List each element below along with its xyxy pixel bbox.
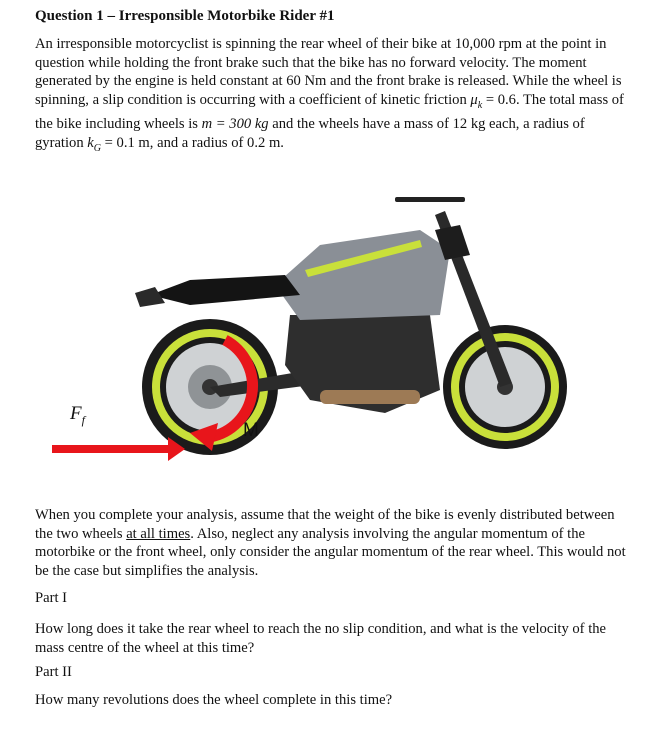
part-1-question: How long does it take the rear wheel to reach the no slip condition, and what is the velocity of the mass centre of the wheel at this time? (35, 621, 607, 656)
gyration-symbol: k (87, 134, 94, 151)
tail-section (135, 287, 165, 307)
part-2-question: How many revolutions does the wheel complete in this time? (35, 692, 393, 708)
friction-force-label (70, 403, 85, 428)
moment-label: M (243, 420, 259, 441)
handlebar (395, 197, 465, 202)
exhaust-pipe (320, 390, 420, 404)
front-wheel (443, 325, 567, 449)
friction-arrow-shaft (52, 445, 170, 453)
statement-part-3: and a radius of 0.2 m. (153, 134, 284, 151)
ff-main: F (70, 403, 82, 424)
fuel-tank (275, 230, 450, 320)
question-title: Question 1 – Irresponsible Motorbike Rider #1 (35, 8, 335, 24)
gyration-subscript: G (93, 142, 102, 154)
gyration-value: = 0.1 m, (101, 134, 154, 151)
mass-expression: m = 300 kg (201, 116, 269, 133)
statement-part-1: An irresponsible motorcyclist is spinning the rear wheel of their bike at 10,000 rpm at the point in question while holding the front brake such that the bike has no forward velocity. The moment generated by the engine is held constant at 60 Nm and the front brake is released. While the wheel is spinning, a slip condition is occurring with a coefficient of kinetic friction (35, 36, 622, 108)
seat (150, 275, 300, 305)
ff-subscript: f (81, 412, 85, 427)
note-emphasis: at all times (126, 525, 191, 542)
analysis-note (35, 506, 635, 580)
note-part-2: . Also, neglect any analysis involving the angular momentum of the motorbike or the front wheel, only consider the angular momentum of the rear wheel. This would not be the case but simplifies the analysis. (35, 525, 626, 579)
note-part-1: When you complete your analysis, assume that the weight of the bike is evenly distributed between the two wheels (35, 507, 615, 542)
motorbike-figure (40, 175, 630, 475)
mu-value: = 0.6. The total mass of the bike including wheels is (35, 91, 624, 133)
statement-part-2: and the wheels have a mass of 12 kg each, a radius of gyration (35, 116, 585, 151)
part-2-label: Part II (35, 664, 72, 680)
part-1-label: Part I (35, 590, 68, 606)
mu-subscript: k (477, 99, 483, 111)
mu-symbol: μ (470, 91, 478, 108)
problem-statement (35, 35, 635, 158)
